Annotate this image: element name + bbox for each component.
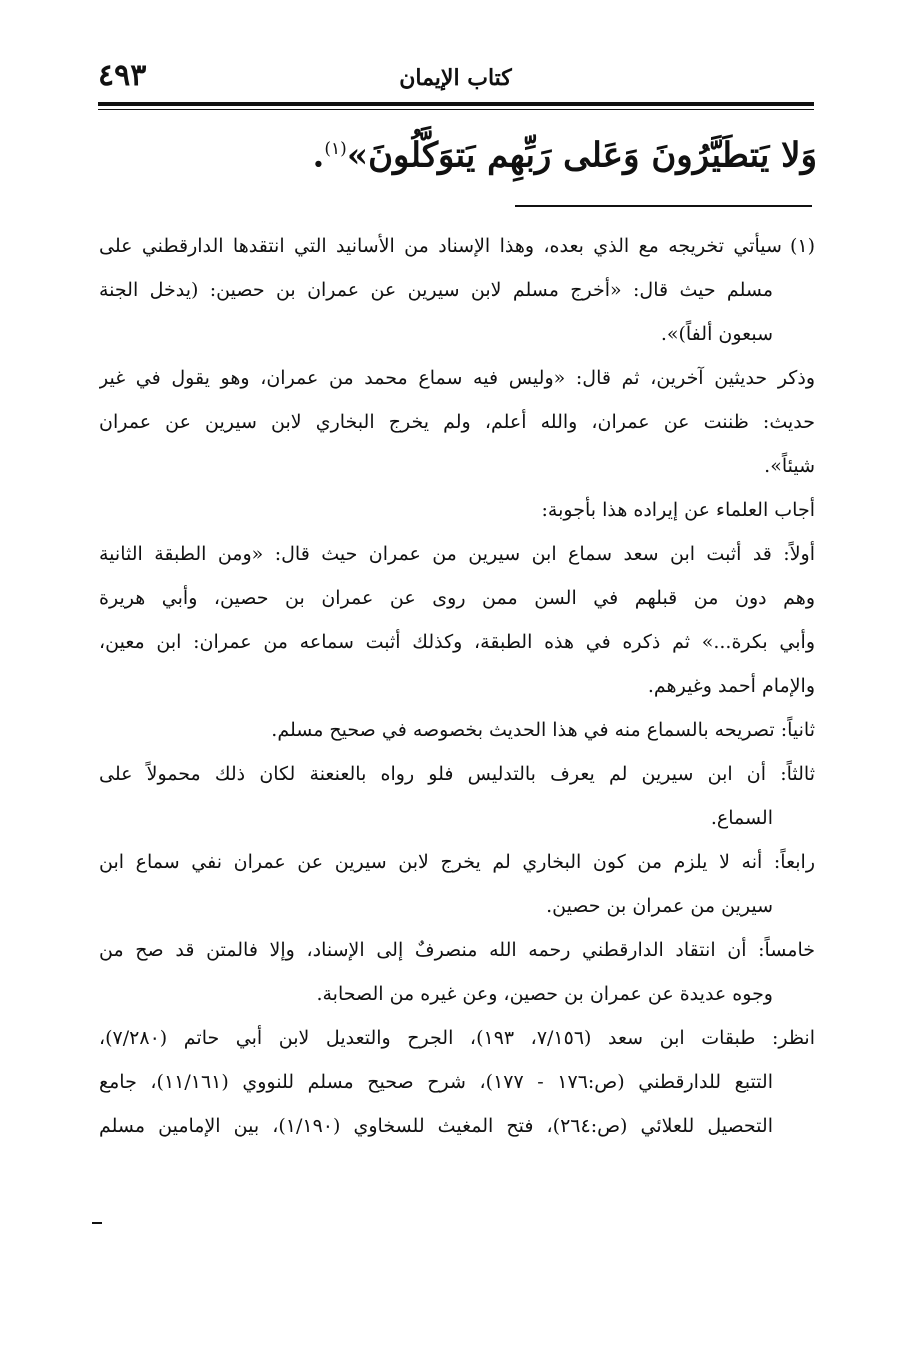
footnote-line: وهم دون من قبلهم في السن ممن روى عن عمران بن حصين، وأبي هريرة	[99, 587, 815, 609]
page-header	[98, 58, 813, 102]
footnote-line: خامساً: أن انتقاد الدارقطني رحمه الله منصرفٌ إلى الإسناد، وإلا فالمتن قد صح من	[99, 939, 815, 961]
continuation-mark	[92, 1222, 102, 1224]
footnote-line: حديث: ظننت عن عمران، والله أعلم، ولم يخرج البخاري لابن سيرين عن عمران	[99, 411, 815, 433]
running-title: كتاب الإيمان	[399, 65, 512, 91]
footnote-line: شيئاً».	[764, 455, 815, 477]
footnote-line: أولاً: قد أثبت ابن سعد سماع ابن سيرين من عمران حيث قال: «ومن الطبقة الثانية	[99, 543, 815, 565]
footnote-line: ثانياً: تصريحه بالسماع منه في هذا الحديث بخصوصه في صحيح مسلم.	[271, 719, 815, 741]
footnote-line: التحصيل للعلائي (ص:٢٦٤)، فتح المغيث للسخاوي (١/١٩٠)، بين الإمامين مسلم	[99, 1115, 773, 1137]
verse-text: وَلا يَتطَيَّرُونَ وَعَلى رَبِّهِم يَتوَكَّلُونَ»	[346, 135, 817, 176]
page-number: ٤٩٣	[98, 58, 147, 93]
footnote-line: ثالثاً: أن ابن سيرين لم يعرف بالتدليس فلو رواه بالعنعنة لكان ذلك محمولاً على	[99, 763, 815, 785]
footnote-separator	[515, 205, 812, 207]
footnote-line: أجاب العلماء عن إيراده هذا بأجوبة:	[541, 499, 815, 521]
header-rule	[98, 102, 814, 106]
footnote-marker: (١)	[789, 235, 815, 257]
footnote	[99, 224, 815, 1148]
footnote-line: (١)سيأتي تخريجه مع الذي بعده، وهذا الإسناد من الأسانيد التي انتقدها الدارقطني على	[99, 235, 815, 257]
quranic-verse	[97, 118, 817, 186]
footnote-line: سبعون ألفاً)».	[660, 323, 773, 345]
footnote-line: مسلم حيث قال: «أخرج مسلم لابن سيرين عن عمران بن حصين: (يدخل الجنة	[99, 279, 773, 301]
verse-footnote-ref: (١)	[324, 139, 347, 159]
footnote-line: وذكر حديثين آخرين، ثم قال: «وليس فيه سماع محمد من عمران، وهو يقول في غير	[99, 367, 815, 389]
footnote-line: وجوه عديدة عن عمران بن حصين، وعن غيره من الصحابة.	[316, 983, 773, 1005]
footnote-line: التتبع للدارقطني (ص:١٧٦ - ١٧٧)، شرح صحيح مسلم للنووي (١١/١٦١)، جامع	[99, 1071, 773, 1093]
footnote-line: رابعاً: أنه لا يلزم من كون البخاري لم يخرج لابن سيرين عن عمران نفي سماع ابن	[99, 851, 815, 873]
footnote-line: سيرين من عمران بن حصين.	[546, 895, 773, 917]
footnote-line: والإمام أحمد وغيرهم.	[647, 675, 815, 697]
footnote-line: وأبي بكرة...» ثم ذكره في هذه الطبقة، وكذلك أثبت سماعه من عمران: ابن معين،	[99, 631, 815, 653]
footnote-line: انظر: طبقات ابن سعد (٧/١٥٦، ١٩٣)، الجرح والتعديل لابن أبي حاتم (٧/٢٨٠)،	[99, 1027, 815, 1049]
verse-end: .	[312, 135, 325, 176]
footnote-line: السماع.	[710, 807, 773, 829]
header-rule-thin	[98, 109, 814, 110]
